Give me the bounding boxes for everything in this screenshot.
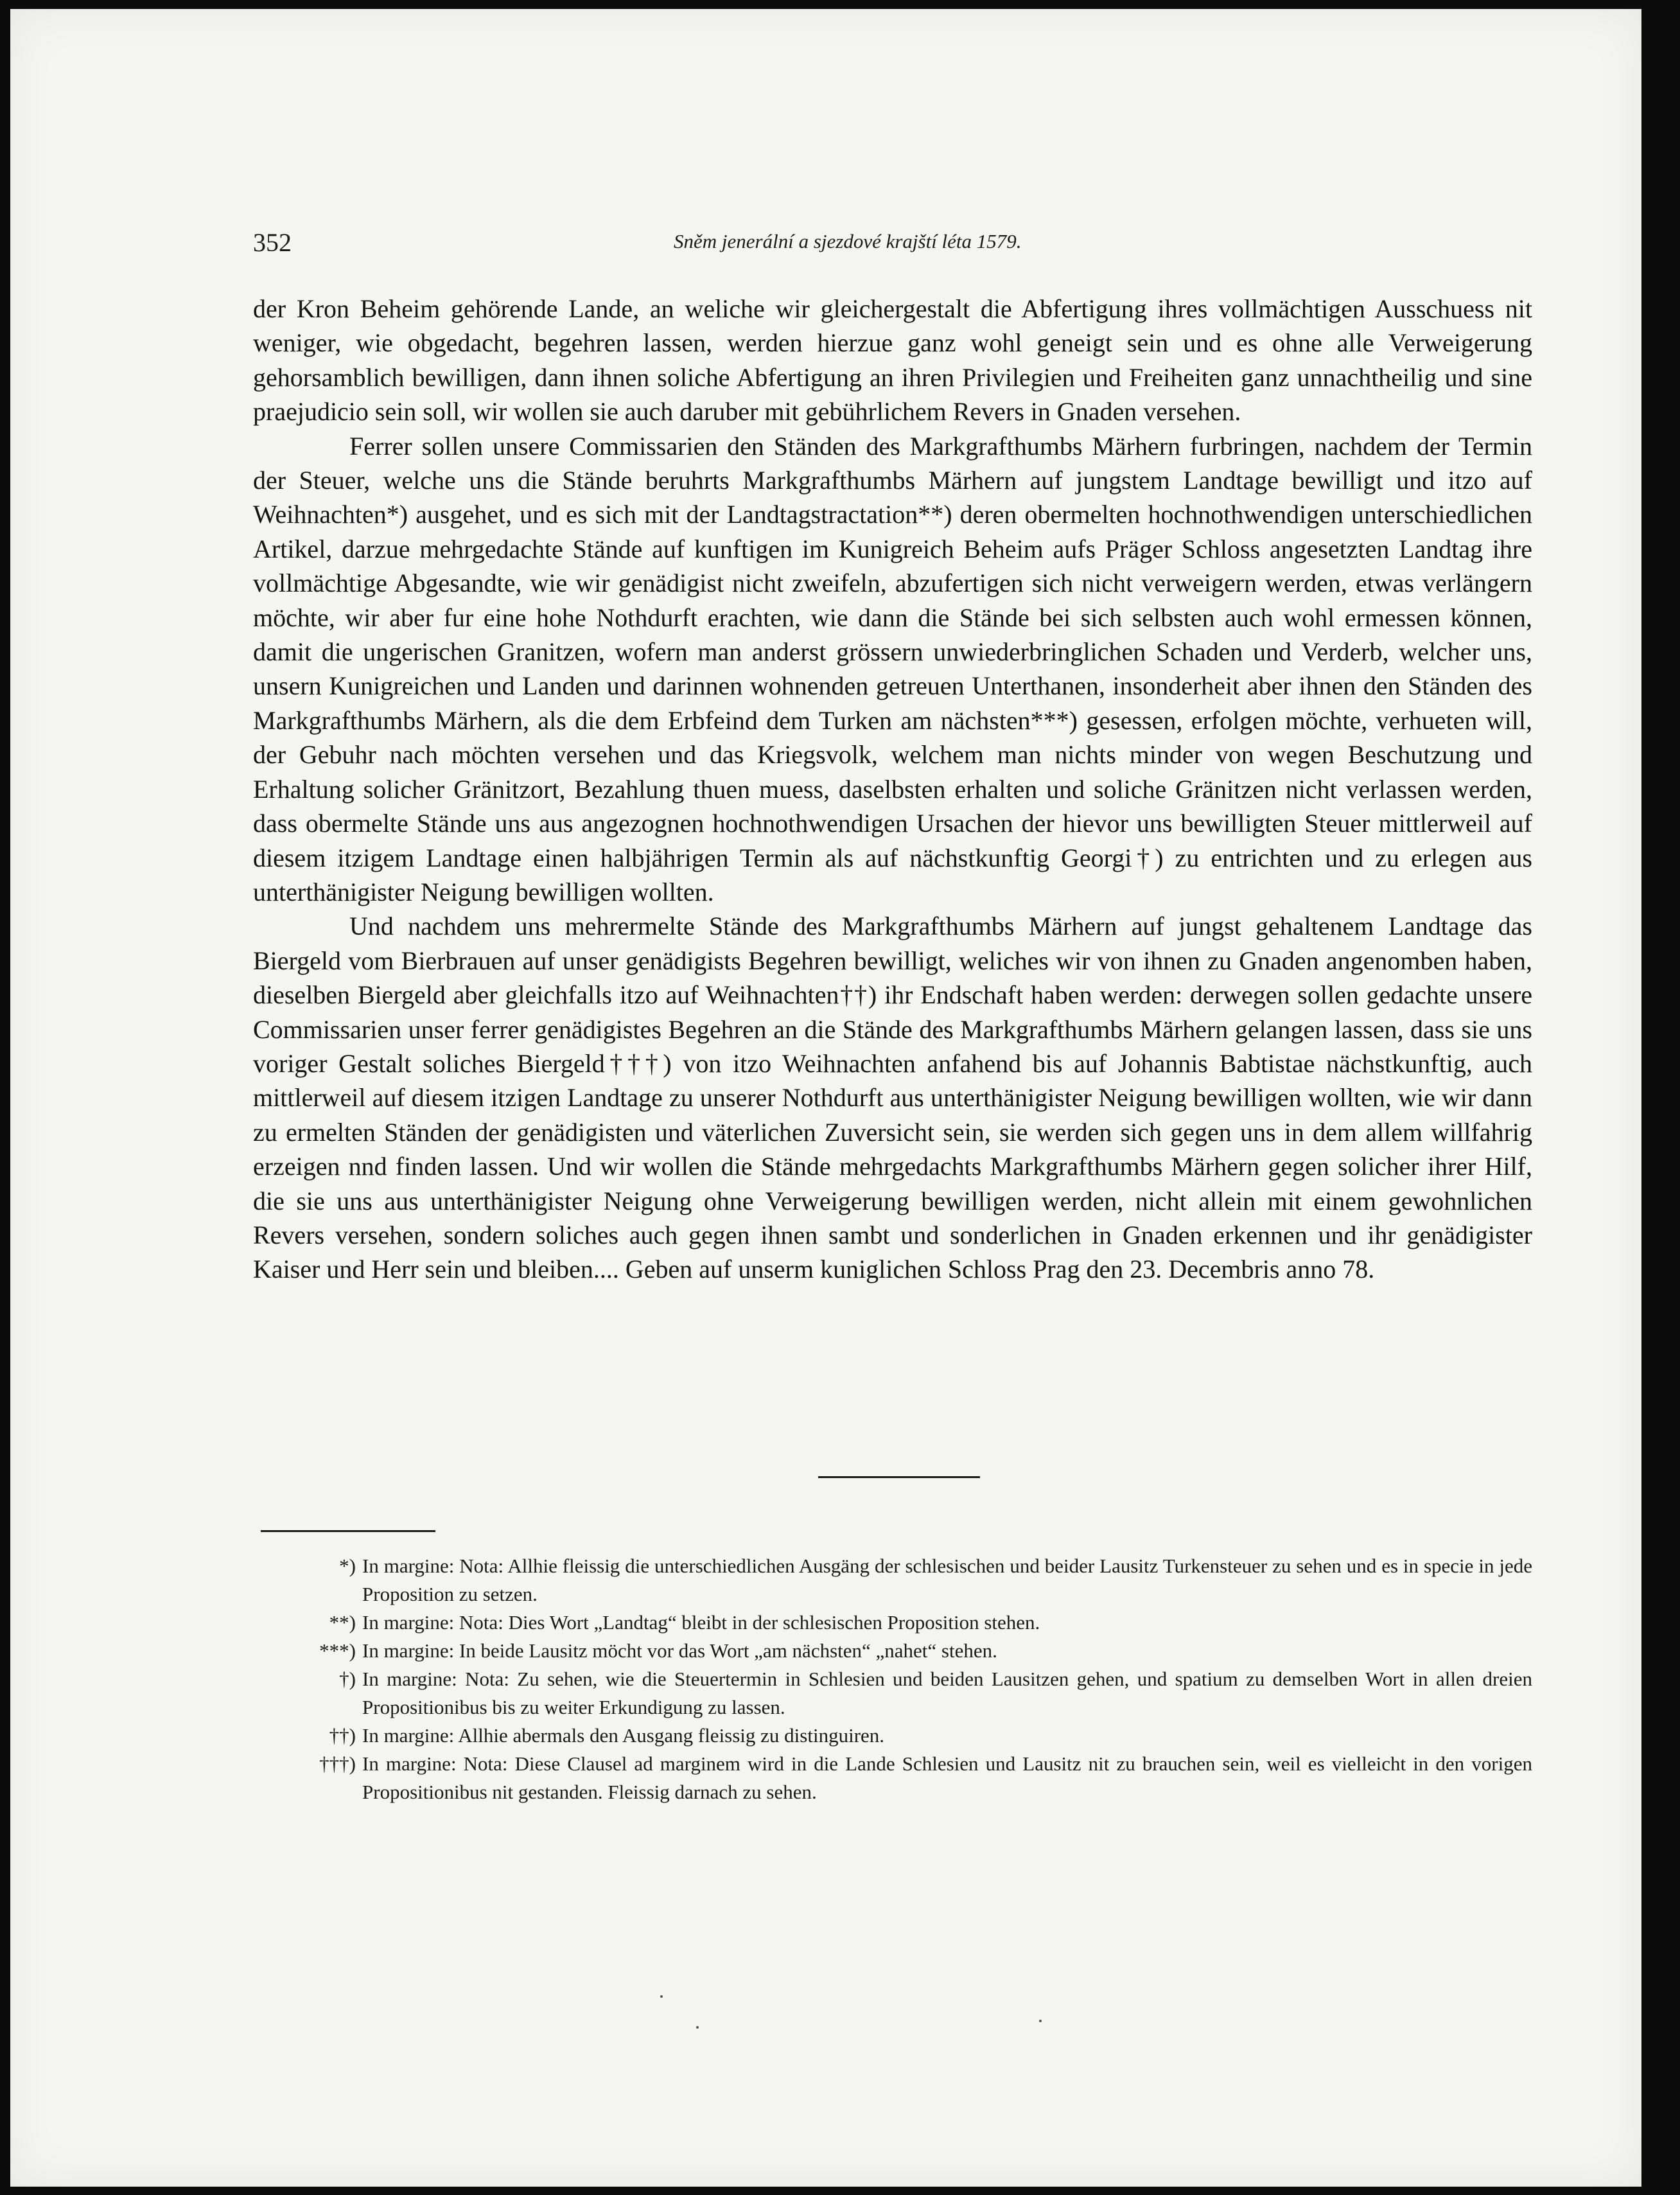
footnote-mark: ††) xyxy=(329,1724,356,1747)
section-divider xyxy=(818,1476,980,1478)
scanned-page xyxy=(10,9,1641,2187)
paragraph: Ferrer sollen unsere Commissarien den Ständen des Markgrafthumbs Märhern furbringen, nachdem der Termin der Steuer, welche uns die Stände beruhrts Markgrafthumbs Märhern auf jungstem Landtage bewilligt und itzo auf Weihnachten*) ausgehet, und es sich mit der Landtagstractation**) deren obermelten hochnothwendigen unterschiedlichen Artikel, darzue mehrgedachte Stände auf kunftigen im Kunigreich Beheim aufs Präger Schloss angesetzten Landtag ihre vollmächtige Abgesandte, wie wir genädigist nicht zweifeln, abzufertigen sich nicht verweigern werden, etwas verlängern möchte, wir aber fur eine hohe Nothdurft erachten, wie dann die Stände bei sich selbsten auch wohl ermessen können, damit die ungerischen Granitzen, wofern man anderst grössern unwiederbringlichen Schaden und Verderb, welcher uns, unsern Kunigreichen und Landen und darinnen wohnenden getreuen Unterthanen, insonderheit aber ihnen den Ständen des Markgrafthumbs Märhern, als die dem Erbfeind dem Turken am nächsten***) gesessen, erfolgen möchte, verhueten will, der Gebuhr nach möchten versehen und das Kriegsvolk, welchem man nichts minder von wegen Beschutzung und Erhaltung solicher Gränitzort, Bezahlung thuen muess, daselbsten erhalten und soliche Gränitzen nicht verlassen werden, dass obermelte Stände uns aus angezognen hochnothwendigen Ursachen der hievor uns bewilligten Steuer mittlerweil auf diesem itzigem Landtage einen halbjährigen Termin als auf nächstkunftig Georgi†) zu entrichten und zu erlegen aus unterthänigister Neigung bewilligen wollten. xyxy=(253,431,1532,906)
footnote-mark: †††) xyxy=(319,1752,356,1775)
footnote xyxy=(253,1552,1532,1609)
footnote-divider xyxy=(261,1530,435,1532)
footnote-text: In margine: Nota: Dies Wort „Landtag“ bleibt in der schlesischen Proposition stehen. xyxy=(362,1611,1040,1634)
footnote-mark: †) xyxy=(339,1668,356,1690)
footnotes xyxy=(253,1552,1532,1806)
footnote-mark: ***) xyxy=(319,1639,356,1662)
scan-speck xyxy=(696,2026,699,2029)
footnote xyxy=(253,1722,1532,1750)
paragraph: Und nachdem uns mehrermelte Stände des Markgrafthumbs Märhern auf jungst gehaltenem Landtage das Biergeld vom Bierbrauen auf unser genädigists Begehren bewilligt, weliches wir von ihnen zu Gnaden angenomben haben, dieselben Biergeld aber gleichfalls itzo auf Weihnachten††) ihr Endschaft haben werden: derwegen sollen gedachte unsere Commissarien unser ferrer genädigistes Begehren an die Stände des Markgrafthumbs Märhern gelangen lassen, dass sie uns voriger Gestalt soliches Biergeld†††) von itzo Weihnachten anfahend bis auf Johannis Babtistae nächstkunftig, auch mittlerweil auf diesem itzigen Landtage zu unserer Nothdurft aus unterthänigister Neigung bewilligen wollten, wie wir dann zu ermelten Ständen der genädigisten und väterlichen Zuversicht sein, sie werden sich gegen uns in dem allem willfahrig erzeigen nnd finden lassen. Und wir wollen die Stände mehrgedachts Markgrafthumbs Märhern gegen solicher ihrer Hilf, die sie uns aus unterthänigister Neigung ohne Verweigerung bewilligen werden, nicht allein mit einem gewohnlichen Revers versehen, sondern soliches auch gegen ihnen sambt und sonderlichen in Gnaden erkennen und ihr genädigister Kaiser und Herr sein und bleiben.... Geben auf unserm kuniglichen Schloss Prag den 23. Decembris anno 78. xyxy=(253,912,1532,1284)
page-header xyxy=(253,227,1512,266)
footnote-text: In margine: Nota: Zu sehen, wie die Steuertermin in Schlesien und beiden Lausitzen gehen, und spatium zu demselben Wort in allen dreien Propositionibus bis zu weiter Erkundigung zu lassen. xyxy=(362,1668,1532,1718)
footnote xyxy=(253,1750,1532,1806)
footnote xyxy=(253,1609,1532,1637)
footnote-text: In margine: Nota: Allhie fleissig die unterschiedlichen Ausgäng der schlesischen und beider Lausitz Turkensteuer zu sehen und es in specie in jede Proposition zu setzen. xyxy=(362,1555,1532,1605)
footnote-text: In margine: Allhie abermals den Ausgang fleissig zu distinguiren. xyxy=(362,1724,885,1747)
scan-speck xyxy=(1039,2020,1042,2022)
footnote-text: In margine: Nota: Diese Clausel ad marginem wird in die Lande Schlesien und Lausitz nit zu brauchen sein, weil es vielleicht in den vorigen Propositionibus nit gestanden. Fleissig darnach zu sehen. xyxy=(362,1752,1532,1803)
paragraph: der Kron Beheim gehörende Lande, an weliche wir gleichergestalt die Abfertigung ihres vollmächtigen Ausschuess nit weniger, wie obgedacht, begehren lassen, werden hierzue ganz wohl geneigt sein und es ohne alle Verweigerung gehorsamblich bewilligen, dann ihnen soliche Abfertigung an ihren Privilegien und Freiheiten ganz unnachtheilig und sine praejudicio sein soll, wir wollen sie auch daruber mit gebührlichem Revers in Gnaden versehen. xyxy=(253,294,1532,427)
main-text xyxy=(253,292,1532,1287)
footnote-mark: *) xyxy=(339,1555,356,1577)
footnote xyxy=(253,1665,1532,1722)
footnote-mark: **) xyxy=(329,1611,356,1634)
running-title: Sněm jenerální a sjezdové krajští léta 1579. xyxy=(674,230,1022,252)
page-number: 352 xyxy=(253,228,292,257)
footnote-text: In margine: In beide Lausitz möcht vor das Wort „am nächsten“ „nahet“ stehen. xyxy=(362,1639,997,1662)
scan-speck xyxy=(660,1995,663,1998)
footnote xyxy=(253,1637,1532,1665)
